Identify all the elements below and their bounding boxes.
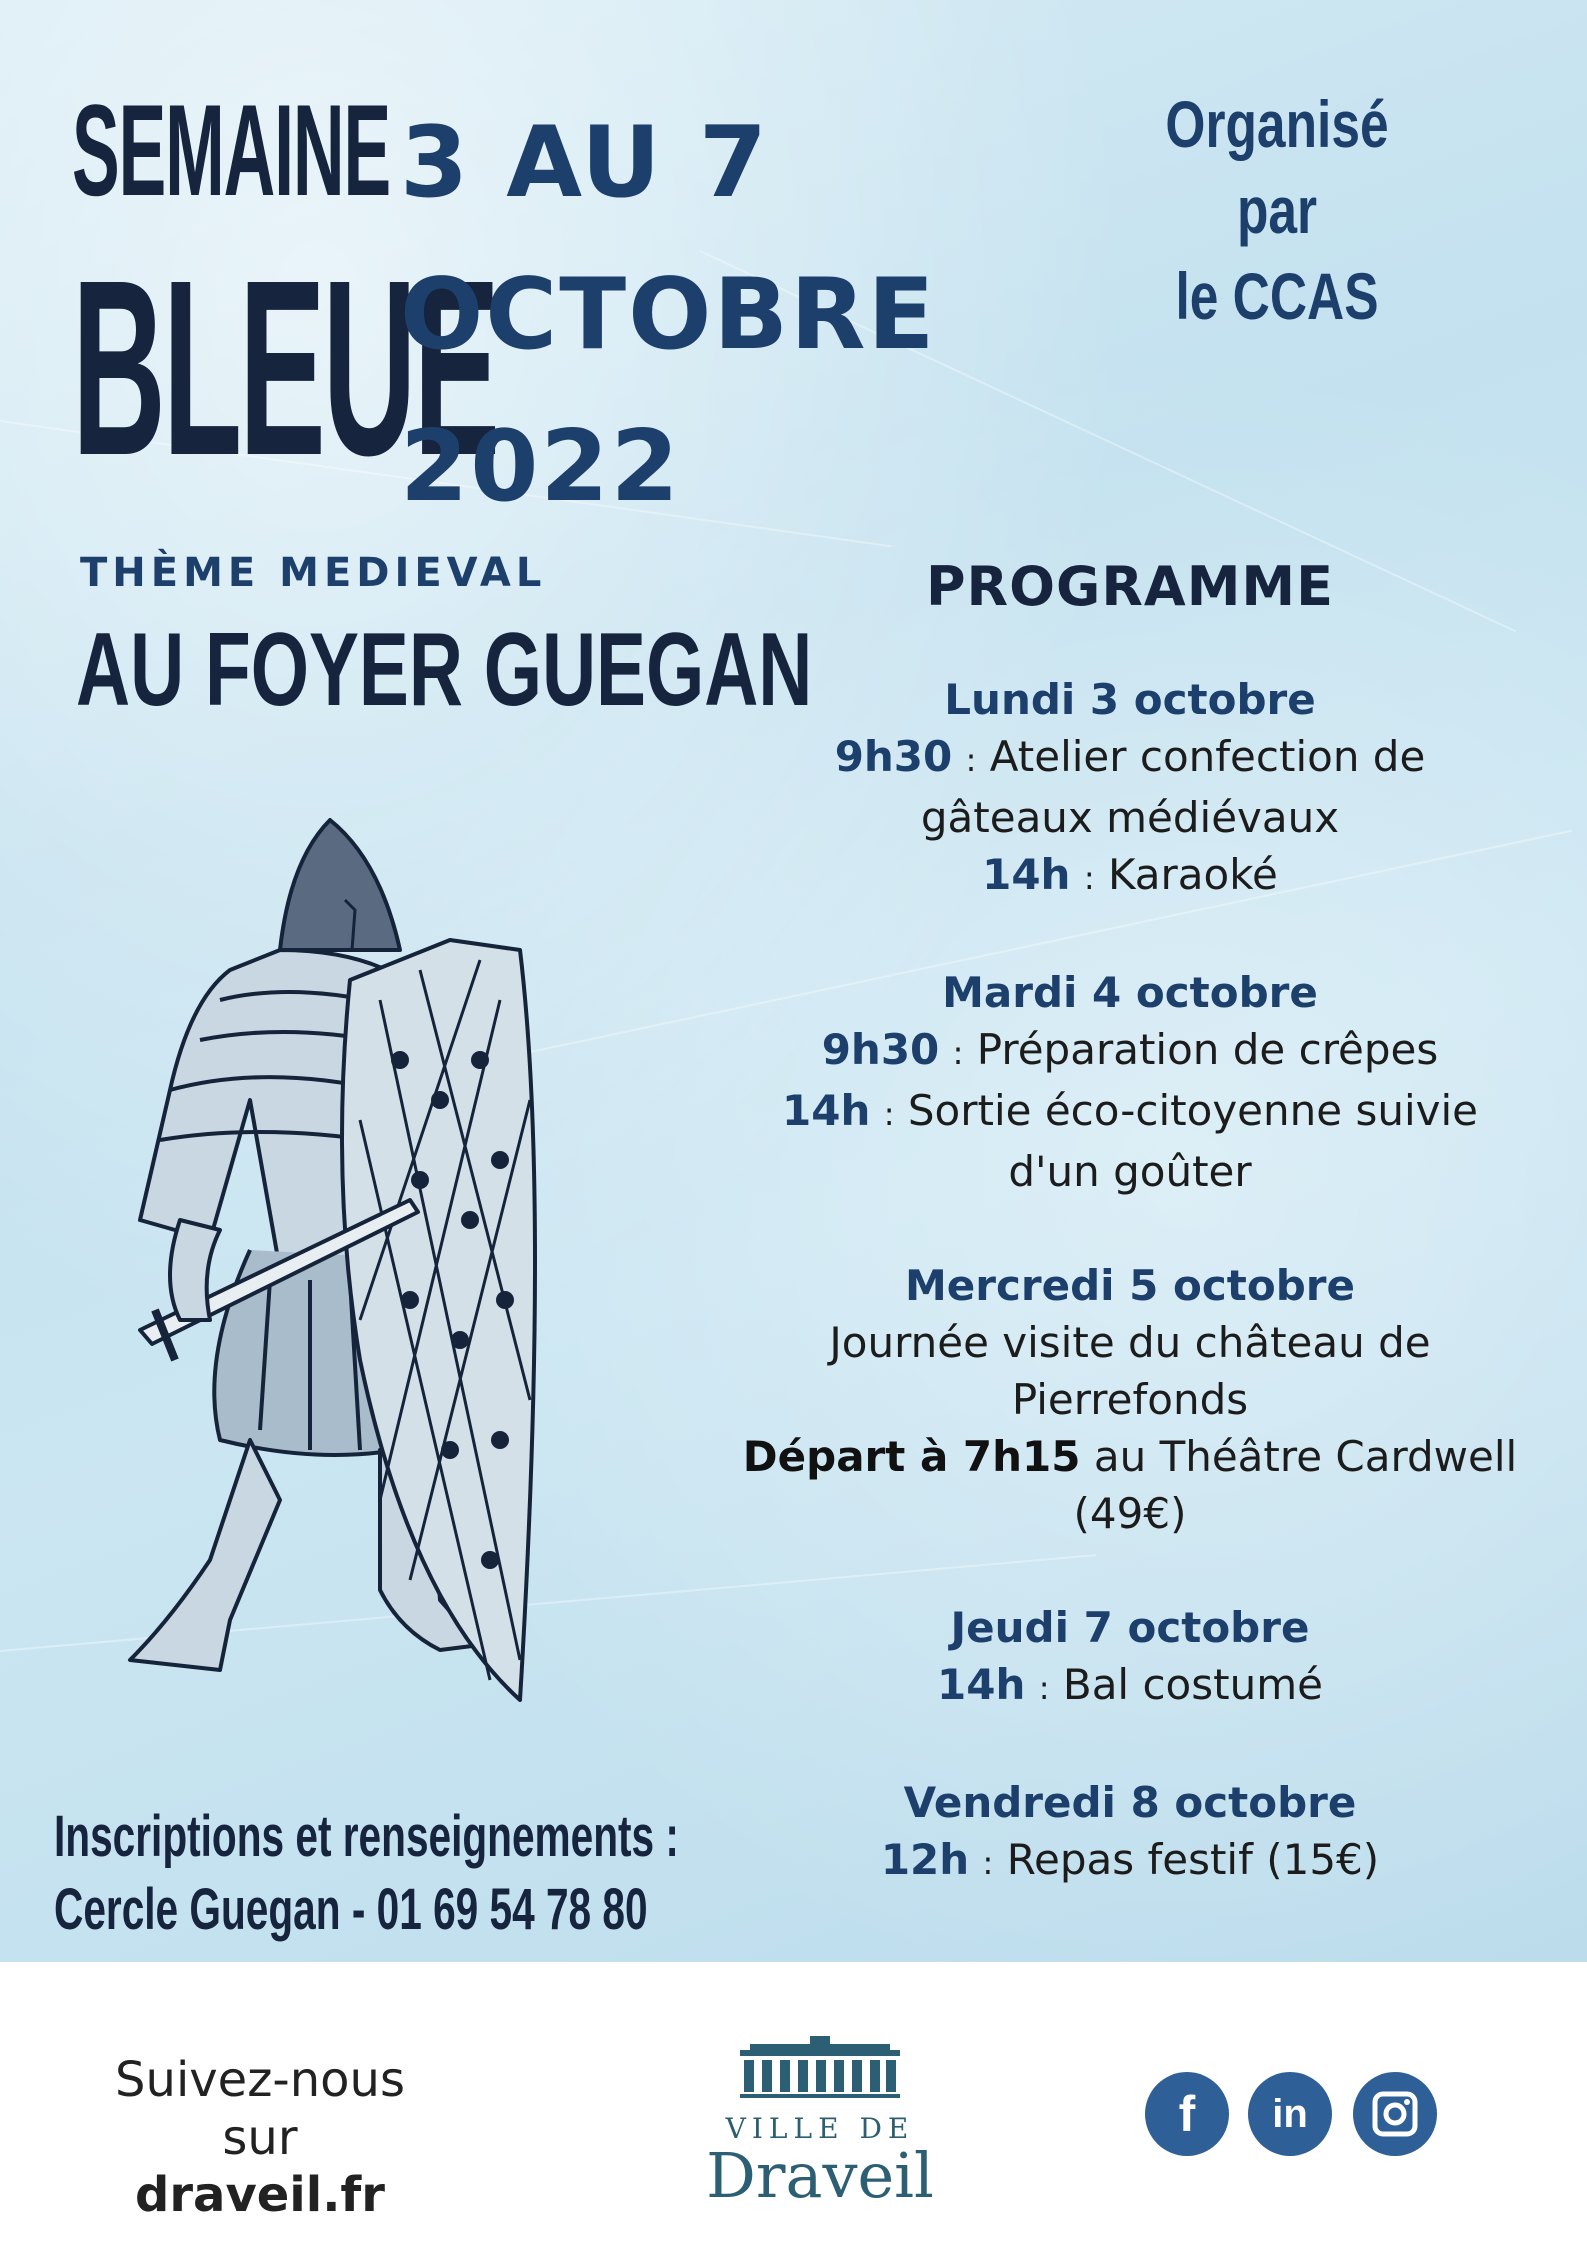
organiser-line: Organisé par [1165,87,1389,247]
programme-line: 9h30 : Préparation de crêpes [821,1025,1439,1074]
logo-town-name: Draveil [706,2139,934,2212]
day-title: Lundi 3 octobre [944,675,1316,724]
programme [720,555,1540,1950]
website-link[interactable]: draveil.fr [135,2167,385,2224]
activity-text: Sortie éco-citoyenne suivie [907,1086,1478,1135]
activity-text: Repas festif (15€) [1006,1835,1380,1884]
logo-ville-text: VILLE DE [725,2112,915,2145]
programme-day [720,965,1540,1200]
draveil-logo[interactable] [700,2032,940,2212]
time-label: 12h [880,1835,970,1884]
time-label: 14h [782,1086,871,1135]
instagram-button[interactable] [1353,2072,1437,2156]
time-label: 14h [982,850,1071,899]
footer [0,1962,1587,2245]
instagram-icon [1353,2072,1437,2156]
date-line: 3 AU 7 [400,106,770,220]
theme-label: THÈME MEDIEVAL [80,550,547,596]
knight-illustration [80,800,680,1720]
programme-line: 14h : Bal costumé [937,1660,1323,1709]
town-hall-icon [730,2032,910,2102]
activity-text: Bal costumé [1062,1660,1323,1709]
time-label: 9h30 [834,732,953,781]
title-bleue: BLEUE [72,228,497,507]
title-semaine: SEMAINE [72,77,391,223]
venue-title: AU FOYER GUEGAN [76,612,813,728]
programme-line [720,1485,1540,1542]
day-title: Vendredi 8 octobre [903,1778,1357,1827]
programme-day [720,672,1540,907]
activity-text: d'un goûter [1008,1147,1252,1196]
programme-line: 14h : Sortie éco-citoyenne suivie [782,1086,1478,1135]
contact-info [54,1800,679,1946]
activity-text: au Théâtre Cardwell [1093,1432,1518,1481]
programme-line: 14h : Karaoké [982,850,1278,899]
programme-line [720,1428,1540,1485]
time-label: 9h30 [821,1025,940,1074]
contact-line: Inscriptions et renseignements : [54,1804,679,1869]
activity-text: Karaoké [1107,850,1278,899]
activity-text: Pierrefonds [1011,1375,1249,1424]
facebook-button[interactable] [1145,2072,1229,2156]
programme-day [720,1600,1540,1717]
follow-us [110,2052,410,2225]
day-title: Jeudi 7 octobre [950,1603,1310,1652]
organiser [1137,82,1418,339]
time-label: 14h [937,1660,1026,1709]
follow-line: Suivez-nous [115,2052,405,2108]
date-line: 2022 [400,410,681,524]
programme-heading: PROGRAMME [925,555,1335,618]
facebook-icon: f [1178,2086,1196,2142]
activity-text: Atelier confection de [989,732,1426,781]
contact-phone: Cercle Guegan - 01 69 54 78 80 [54,1877,648,1943]
departure-time: Départ à 7h15 [742,1432,1081,1481]
activity-text: gâteaux médiévaux [920,793,1340,842]
programme-line [720,1371,1540,1428]
activity-text: Préparation de crêpes [976,1025,1439,1074]
programme-line [720,789,1540,846]
programme-line [720,1314,1540,1371]
date-line: OCTOBRE [400,258,937,372]
follow-prefix: sur [222,2109,298,2166]
organiser-line: le CCAS [1175,258,1379,333]
linkedin-button[interactable] [1248,2072,1332,2156]
programme-line [720,1143,1540,1200]
follow-line [110,2110,410,2225]
activity-text: Journée visite du château de [829,1318,1431,1367]
programme-line: 12h : Repas festif (15€) [880,1835,1380,1884]
programme-day [720,1775,1540,1892]
event-dates [400,88,937,544]
price-text: (49€) [1073,1489,1187,1538]
day-title: Mardi 4 octobre [942,968,1318,1017]
linkedin-icon: in [1272,2092,1308,2136]
programme-day [720,1258,1540,1542]
programme-line: 9h30 : Atelier confection de [834,732,1426,781]
day-title: Mercredi 5 octobre [905,1261,1355,1310]
